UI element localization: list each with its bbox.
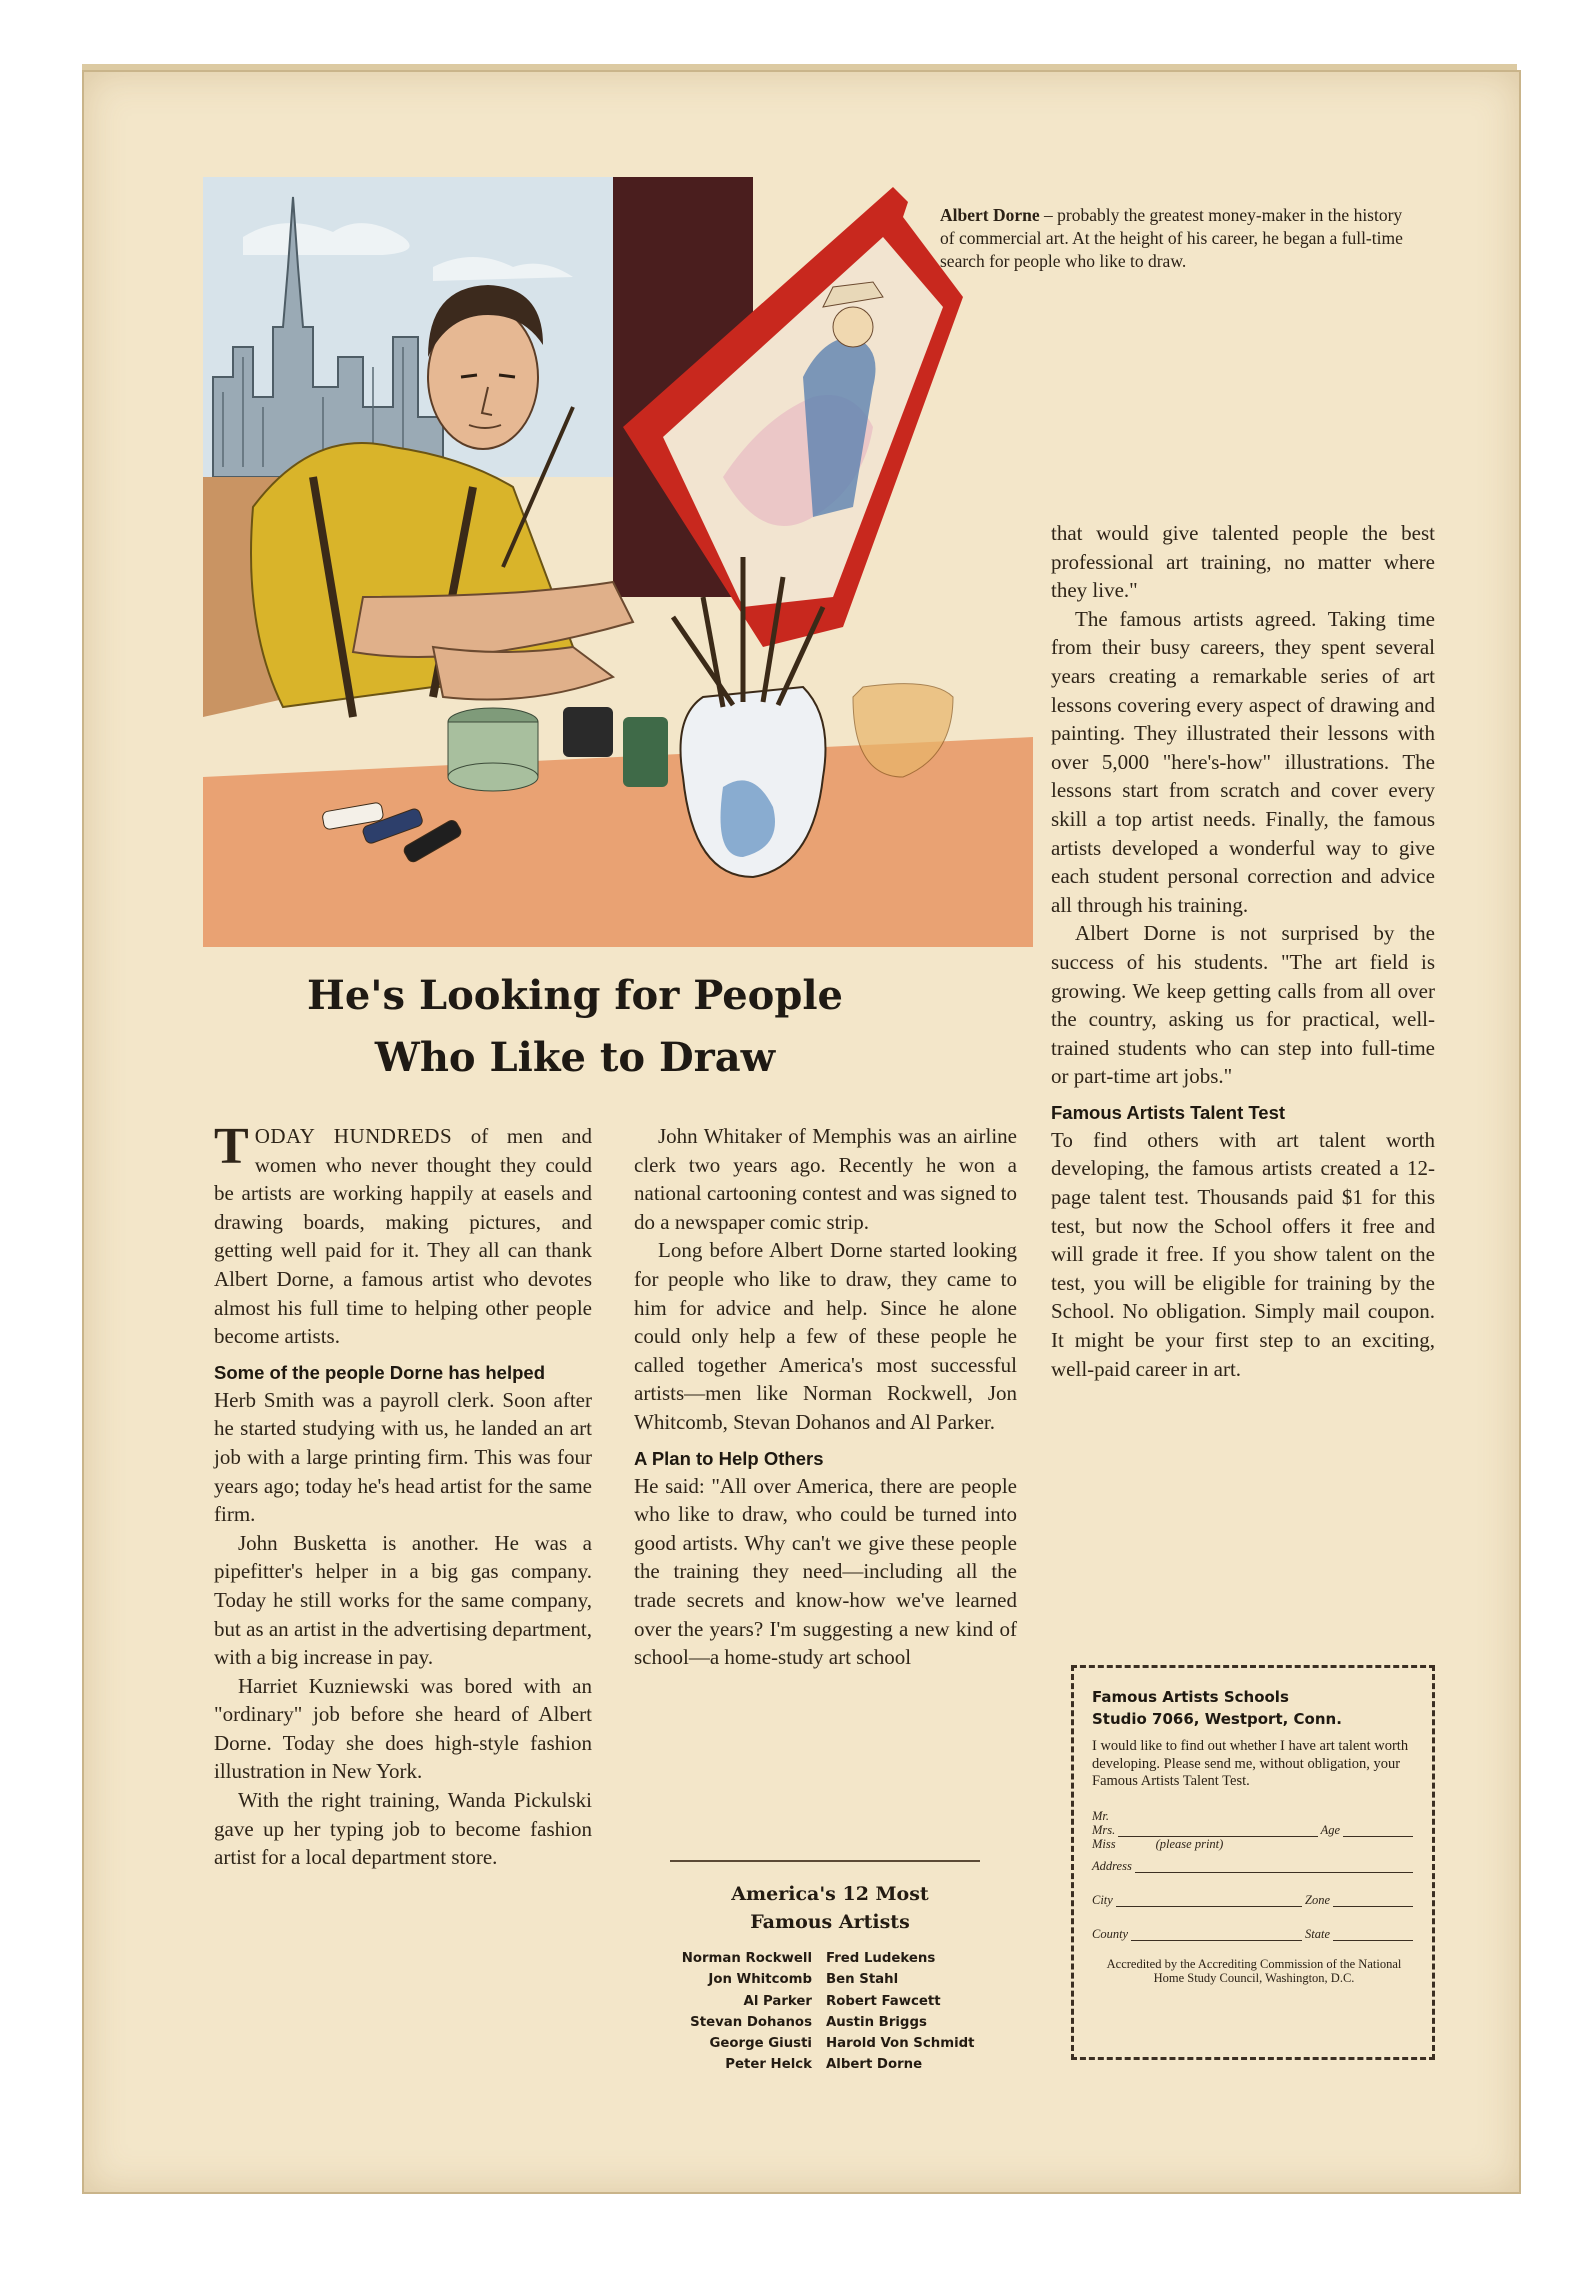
coupon-request-text: I would like to find out whether I have art talent worth developing. Please send me, without obligation, your Famous Artists Talent Test. (1092, 1738, 1409, 1789)
caption-text: – probably the greatest money-maker in the history of commercial art. At the height of his career, he began a full-time search for people who like to draw. (940, 205, 1403, 271)
intro-paragraph (214, 1118, 592, 1351)
subhead-plan: A Plan to Help Others (634, 1447, 824, 1469)
artist-name: Norman Rockwell (681, 1951, 812, 1966)
paragraph: John Whitaker of Memphis was an airline clerk two years ago. Recently he won a national cartooning contest and was signed to do a newspaper comic strip. (634, 1124, 1017, 1234)
city-field[interactable] (1092, 1893, 1416, 1907)
coupon-fields (1092, 1809, 1416, 1941)
illustration-caption (940, 204, 1410, 273)
headline-line-1: He's Looking for People (307, 972, 843, 1019)
paragraph: Albert Dorne is not surprised by the success of his students. "The art field is growing. We keep getting calls from all over the country, asking us for practical, well-trained students who can step into full-time or part-time art jobs." (1051, 921, 1435, 1089)
paragraph: To find others with art talent worth developing, the famous artists created a 12-page talent test. Thousands paid $1 for this test, but now the School offers it free and will grade it free. If you show talent on the test, you will be eligible for training by the School. No obligation. Simply mail coupon. It might be your first step to an exciting, well-paid career in art. (1051, 1127, 1435, 1381)
artist-name: Fred Ludekens (826, 1951, 936, 1966)
artist-name: Harold Von Schmidt (826, 2036, 975, 2052)
state-label: State (1305, 1926, 1330, 1941)
artists-title-line-1: America's 12 Most (731, 1883, 929, 1905)
name-field[interactable] (1092, 1823, 1416, 1837)
subhead-people-helped: Some of the people Dorne has helped (214, 1361, 545, 1383)
county-field[interactable] (1092, 1927, 1416, 1941)
artist-row (640, 2054, 1020, 2075)
accreditation-note: Accredited by the Accrediting Commission of the National Home Study Council, Washington, D.C. (1106, 1956, 1402, 1985)
artist-row (640, 2033, 1020, 2054)
artists-box-title (660, 1880, 1000, 1936)
mail-coupon[interactable] (1071, 1665, 1435, 2060)
city-label: City (1092, 1892, 1113, 1907)
coupon-school-name: Famous Artists Schools (1092, 1688, 1289, 1706)
age-label: Age (1320, 1822, 1340, 1837)
article-column-1 (214, 1118, 592, 1872)
artist-name: Austin Briggs (826, 2014, 927, 2030)
headline-line-2: Who Like to Draw (374, 1034, 776, 1081)
artist-row (640, 2012, 1020, 2033)
zone-label: Zone (1305, 1892, 1330, 1907)
albert-dorne-illustration (203, 177, 1033, 947)
famous-artists-list (640, 1948, 1020, 2076)
artist-name: Stevan Dohanos (690, 2014, 812, 2030)
paragraph: that would give talented people the best professional art training, no matter where they live." (1051, 521, 1435, 603)
coupon-address (1092, 1686, 1416, 1730)
artist-name: Al Parker (743, 1993, 812, 2009)
artist-name: Ben Stahl (826, 1972, 899, 1988)
coupon-studio: Studio 7066, Westport, Conn. (1092, 1710, 1342, 1728)
paragraph: Long before Albert Dorne started looking for people who like to draw, they came to him for advice and help. Since he alone could only help a few of these people he called together America's most successful artists—men like Norman Rockwell, Jon Whitcomb, Stevan Dohanos and Al Parker. (634, 1238, 1017, 1434)
artist-row (640, 1948, 1020, 1969)
artist-name: Peter Helck (725, 2057, 812, 2073)
please-print-note: (please print) (1155, 1836, 1224, 1851)
artist-name: Albert Dorne (826, 2057, 923, 2073)
coupon-title-mr: Mr. (1092, 1808, 1110, 1823)
coupon-title-miss: Miss (1092, 1836, 1116, 1851)
artist-name: Jon Whitcomb (708, 1972, 812, 1988)
address-field[interactable] (1092, 1859, 1416, 1873)
paragraph: Herb Smith was a payroll clerk. Soon after he started studying with us, he landed an art job with a large printing firm. This was four years ago; today he's head artist for the same firm. (214, 1387, 592, 1527)
article-column-3 (1051, 519, 1435, 1383)
miss-row (1092, 1837, 1416, 1851)
intro-text: of men and women who never thought they could be artists are working happily at easels and drawing boards, making pictures, and getting well paid for it. They all can thank Albert Dorne, a famous artist who devotes almost his full time to helping other people become artists. (214, 1124, 592, 1349)
article-column-2 (634, 1122, 1017, 1672)
paragraph: With the right training, Wanda Pickulski gave up her typing job to become fashion artist for a local department store. (214, 1788, 592, 1870)
address-label: Address (1092, 1858, 1132, 1873)
artists-divider (670, 1860, 980, 1862)
artists-title-line-2: Famous Artists (750, 1911, 910, 1933)
coupon-title-mrs: Mrs. (1092, 1822, 1116, 1837)
paragraph: John Busketta is another. He was a pipefitter's helper in a big gas company. Today he still works for the same company, but as an artist in the advertising department, with a big increase in pay. (214, 1530, 592, 1670)
paragraph: Harriet Kuzniewski was bored with an "ordinary" job before she heard of Albert Dorne. Today she does high-style fashion illustration in New York. (214, 1673, 592, 1784)
county-label: County (1092, 1926, 1129, 1941)
artist-row (640, 1991, 1020, 2012)
subhead-talent-test: Famous Artists Talent Test (1051, 1101, 1286, 1123)
artist-row (640, 1969, 1020, 1990)
page-headline (190, 965, 960, 1089)
caption-name: Albert Dorne (940, 205, 1040, 225)
artist-name: George Giusti (709, 2036, 812, 2052)
artist-name: Robert Fawcett (826, 1993, 941, 2009)
paragraph: He said: "All over America, there are people who like to draw, who could be turned into good artists. Why can't we give these people the training they need—including all the trade secrets and know-how we've learned over the years? I'm suggesting a new kind of school—a home-study art school (634, 1473, 1017, 1670)
drop-cap: T (214, 1118, 249, 1175)
paragraph: The famous artists agreed. Taking time from their busy careers, they spent several years creating a remarkable series of art lessons covering every aspect of drawing and painting. They illustrated their lessons with over 5,000 "here's-how" illustrations. The lessons start from scratch and cover every skill a top artist needs. Finally, the famous artists developed a wonderful way to give each student personal correction and advice all through his training. (1051, 606, 1435, 917)
lead-smallcaps: ODAY HUNDREDS (254, 1124, 453, 1148)
